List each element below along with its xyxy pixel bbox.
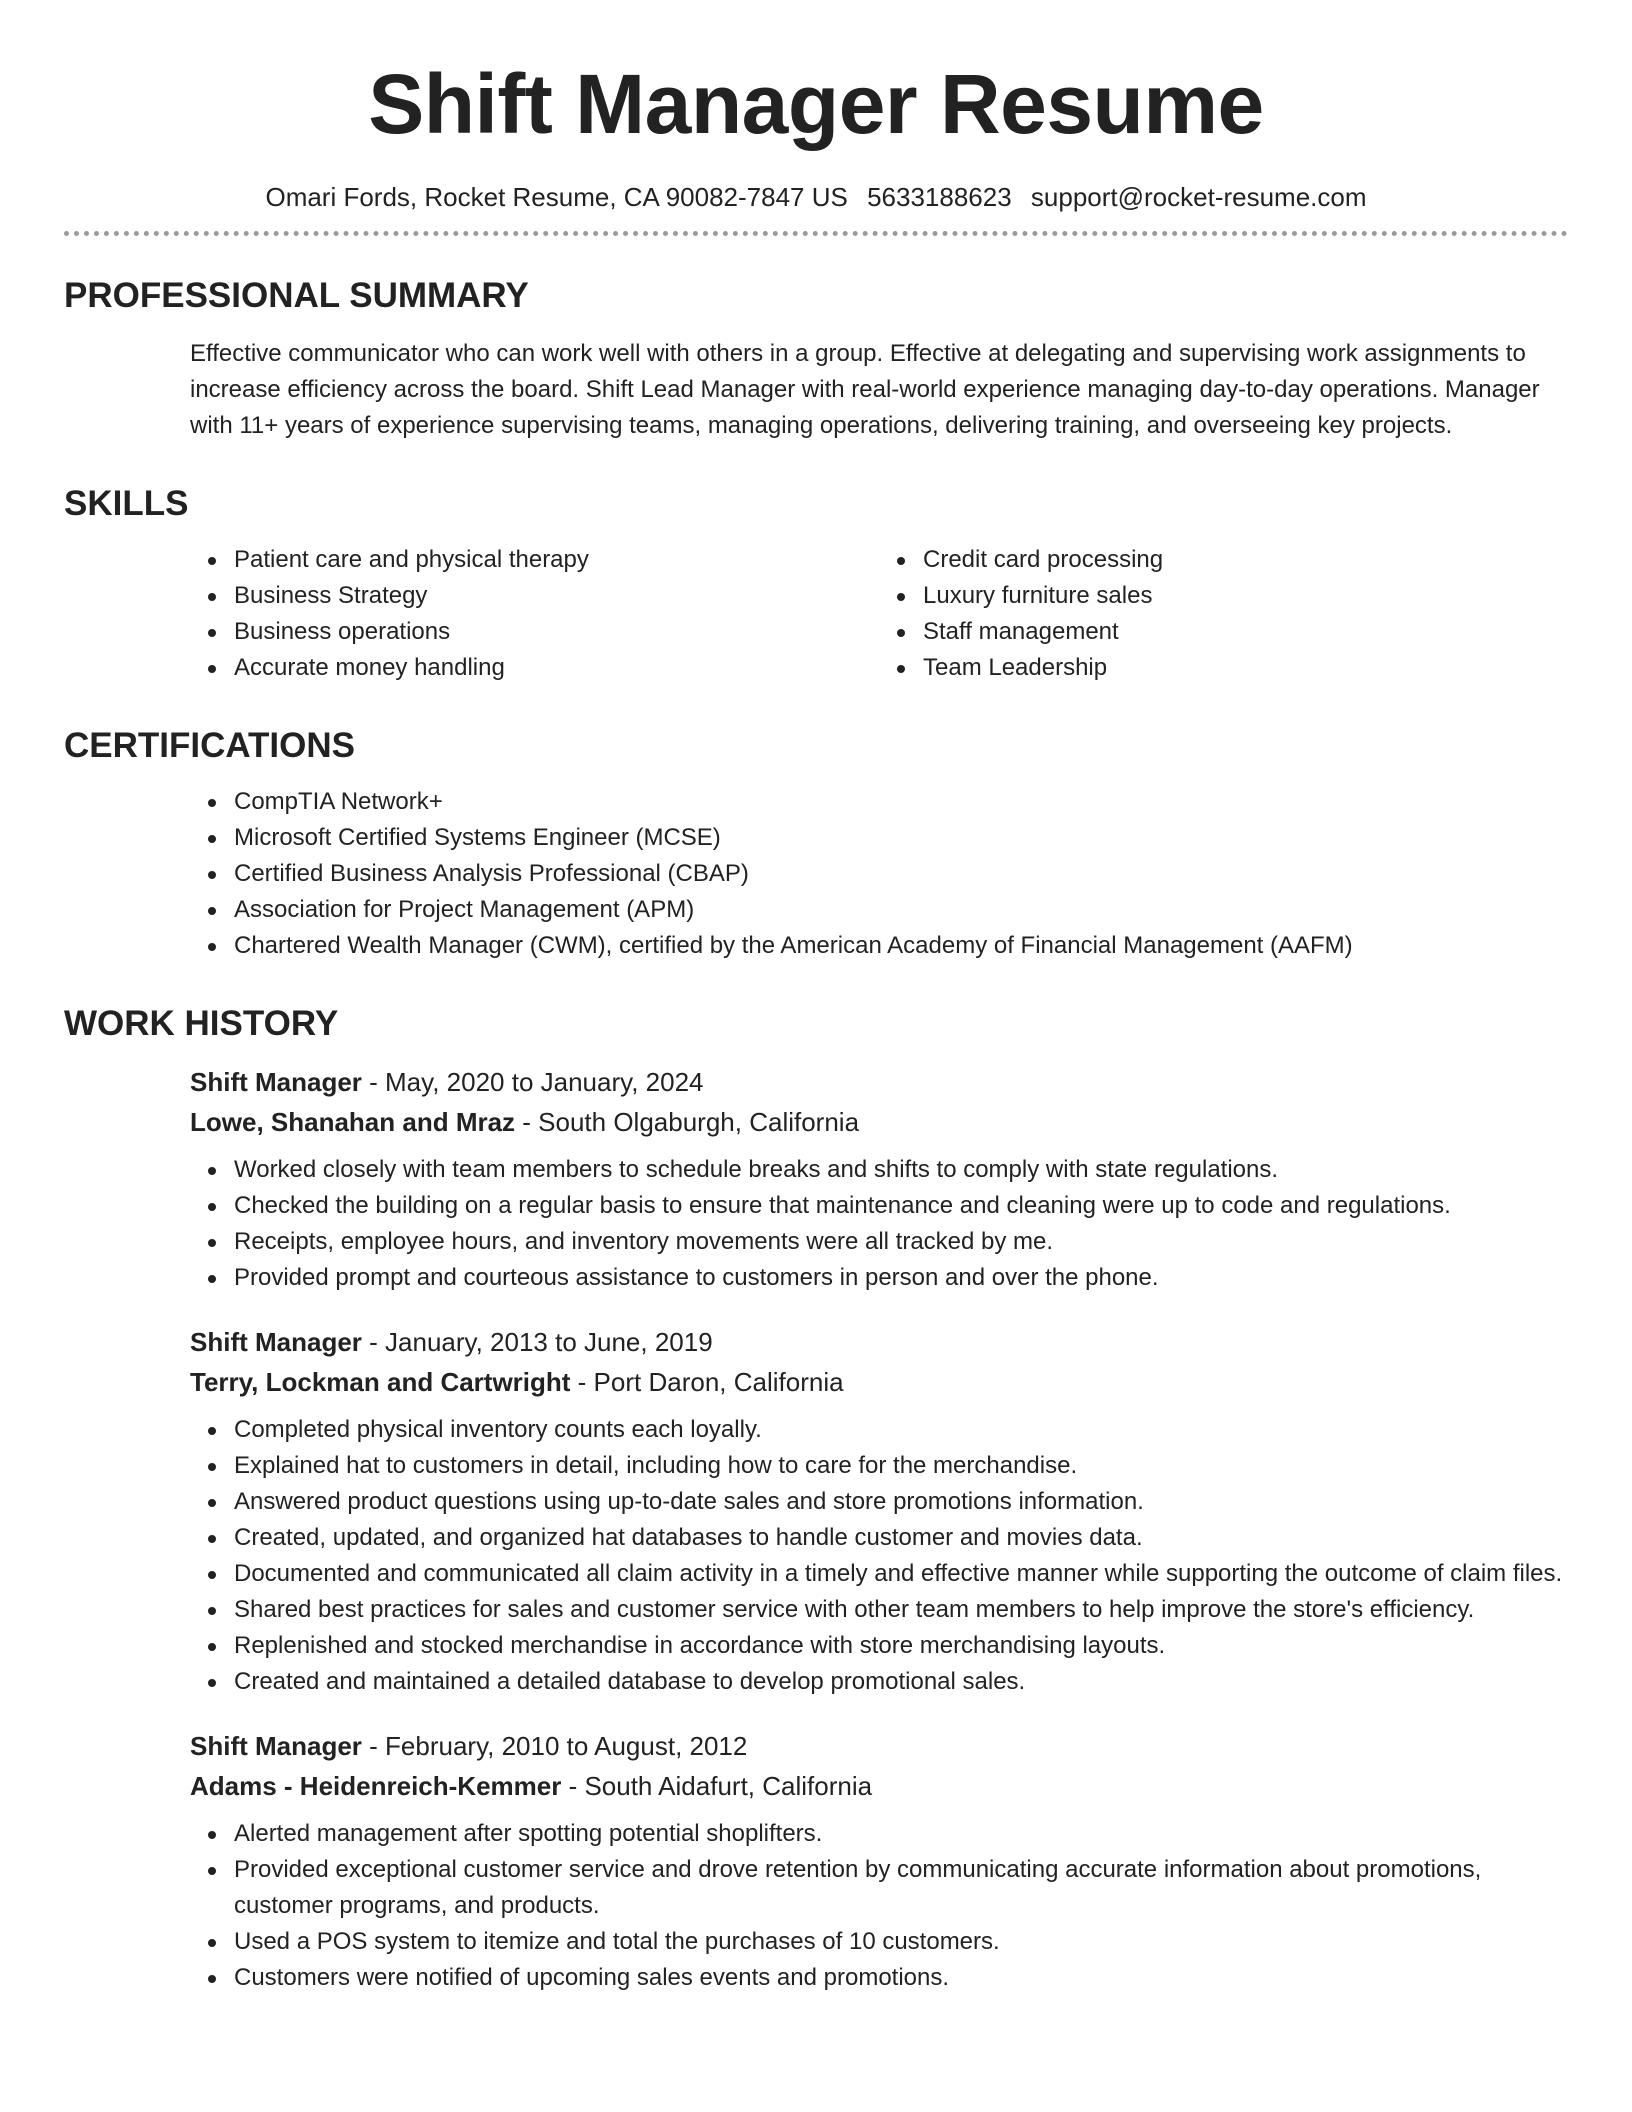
job-duties-list <box>190 1152 1568 1296</box>
job-duties-list <box>190 1412 1568 1700</box>
job-duty: Explained hat to customers in detail, including how to care for the merchandise. <box>234 1448 1568 1484</box>
job-duty: Worked closely with team members to schedule breaks and shifts to comply with state regulations. <box>234 1152 1568 1188</box>
job-entry <box>190 1726 1568 1996</box>
job-title: Shift Manager <box>190 1327 362 1357</box>
job-title: Shift Manager <box>190 1731 362 1761</box>
job-company-line <box>190 1102 1568 1142</box>
job-location: - South Aidafurt, California <box>561 1771 873 1801</box>
certification-item: Association for Project Management (APM) <box>234 892 1568 928</box>
job-duty: Checked the building on a regular basis to ensure that maintenance and cleaning were up to code and regulations. <box>234 1188 1568 1224</box>
certification-item: CompTIA Network+ <box>234 784 1568 820</box>
job-duty: Created, updated, and organized hat databases to handle customer and movies data. <box>234 1520 1568 1556</box>
summary-text: Effective communicator who can work well with others in a group. Effective at delegating and supervising work assignments to increase efficiency across the board. Shift Lead Manager with real-world experience managing day-to-day operations. Manager with 11+ years of experience supervising teams, managing operations, delivering training, and overseeing key projects. <box>190 340 1540 439</box>
contact-email: support@rocket-resume.com <box>1030 182 1367 212</box>
job-company: Adams - Heidenreich-Kemmer <box>190 1771 562 1801</box>
skill-item: Luxury furniture sales <box>923 578 1568 614</box>
certification-item: Microsoft Certified Systems Engineer (MCSE) <box>234 820 1568 856</box>
job-title-line <box>190 1062 1568 1102</box>
job-duty: Shared best practices for sales and customer service with other team members to help improve the store's efficiency. <box>234 1592 1568 1628</box>
skill-item: Business operations <box>234 614 879 650</box>
job-entry <box>190 1322 1568 1700</box>
skill-item: Team Leadership <box>923 650 1568 686</box>
skills-heading: SKILLS <box>64 484 189 523</box>
job-entry <box>190 1062 1568 1296</box>
job-duty: Replenished and stocked merchandise in accordance with store merchandising layouts. <box>234 1628 1568 1664</box>
summary-heading: PROFESSIONAL SUMMARY <box>64 276 529 315</box>
job-duty: Used a POS system to itemize and total the purchases of 10 customers. <box>234 1924 1568 1960</box>
job-location: - South Olgaburgh, California <box>515 1107 860 1137</box>
skills-left-list <box>190 542 879 686</box>
skills-right-list <box>879 542 1568 686</box>
job-title-line <box>190 1726 1568 1766</box>
contact-address: Omari Fords, Rocket Resume, CA 90082-7847 US <box>265 182 848 212</box>
header-divider <box>64 231 1568 236</box>
skills-grid <box>190 542 1568 686</box>
summary-section <box>64 276 1568 444</box>
job-dates: - May, 2020 to January, 2024 <box>361 1067 704 1097</box>
work-history-body <box>190 1062 1568 1996</box>
certification-item: Certified Business Analysis Professional (CBAP) <box>234 856 1568 892</box>
job-duty: Completed physical inventory counts each loyally. <box>234 1412 1568 1448</box>
skills-body <box>190 542 1568 686</box>
job-duty: Provided prompt and courteous assistance to customers in person and over the phone. <box>234 1260 1568 1296</box>
job-duties-list <box>190 1816 1568 1996</box>
job-duty: Customers were notified of upcoming sales events and promotions. <box>234 1960 1568 1996</box>
job-company: Lowe, Shanahan and Mraz <box>190 1107 516 1137</box>
job-company-line <box>190 1766 1568 1806</box>
job-location: - Port Daron, California <box>570 1367 844 1397</box>
skill-item: Accurate money handling <box>234 650 879 686</box>
job-dates: - February, 2010 to August, 2012 <box>361 1731 748 1761</box>
skill-item: Staff management <box>923 614 1568 650</box>
certifications-body <box>190 784 1568 964</box>
job-duty: Provided exceptional customer service and drove retention by communicating accurate information about promotions, customer programs, and products. <box>234 1852 1568 1924</box>
skill-item: Business Strategy <box>234 578 879 614</box>
job-dates: - January, 2013 to June, 2019 <box>361 1327 713 1357</box>
job-duty: Alerted management after spotting potential shoplifters. <box>234 1816 1568 1852</box>
job-company: Terry, Lockman and Cartwright <box>190 1367 571 1397</box>
skills-section <box>64 484 1568 686</box>
job-duty: Created and maintained a detailed database to develop promotional sales. <box>234 1664 1568 1700</box>
job-company-line <box>190 1362 1568 1402</box>
certifications-heading: CERTIFICATIONS <box>64 726 356 765</box>
summary-body <box>190 336 1568 444</box>
work-history-heading: WORK HISTORY <box>64 1004 339 1043</box>
job-title: Shift Manager <box>190 1067 362 1097</box>
job-duty: Answered product questions using up-to-date sales and store promotions information. <box>234 1484 1568 1520</box>
skill-item: Credit card processing <box>923 542 1568 578</box>
certification-item: Chartered Wealth Manager (CWM), certified by the American Academy of Financial Management (AAFM) <box>234 928 1568 964</box>
page-title: Shift Manager Resume <box>368 57 1264 151</box>
job-duty: Documented and communicated all claim activity in a timely and effective manner while supporting the outcome of claim files. <box>234 1556 1568 1592</box>
job-duty: Receipts, employee hours, and inventory movements were all tracked by me. <box>234 1224 1568 1260</box>
certifications-list <box>190 784 1568 964</box>
contact-phone: 5633188623 <box>867 182 1012 212</box>
work-history-section <box>64 1004 1568 1996</box>
skill-item: Patient care and physical therapy <box>234 542 879 578</box>
contact-info <box>64 180 1568 214</box>
certifications-section <box>64 726 1568 964</box>
job-title-line <box>190 1322 1568 1362</box>
